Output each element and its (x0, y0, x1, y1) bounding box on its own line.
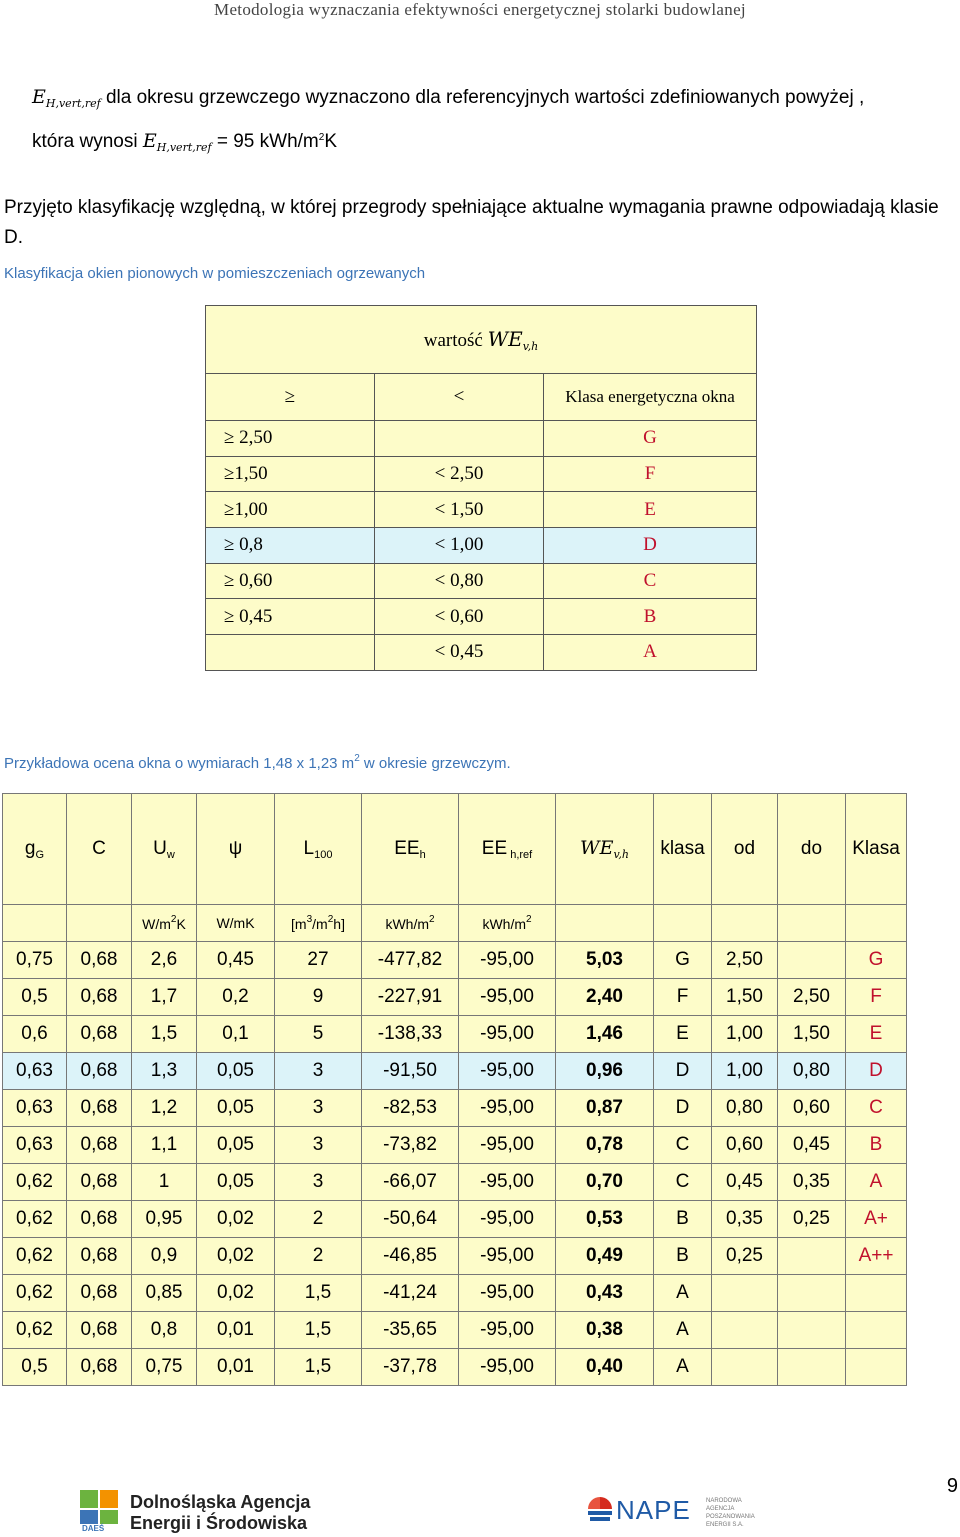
cell-klasa-final: G (846, 942, 907, 979)
cell-psi: 0,2 (197, 979, 275, 1016)
cell-u-w: 0,8 (132, 1312, 197, 1349)
cell-u-w: 0,75 (132, 1349, 197, 1386)
cell-c: 0,68 (67, 1016, 132, 1053)
cell-klasa-final: B (846, 1127, 907, 1164)
cell-od: 0,60 (712, 1127, 778, 1164)
assessment-row (3, 1275, 907, 1312)
cell-u-w: 1,1 (132, 1127, 197, 1164)
assessment-row (3, 1090, 907, 1127)
classification-row (206, 492, 757, 528)
cell-g-g: 0,63 (3, 1090, 67, 1127)
cell-we-v-h: 0,70 (556, 1164, 654, 1201)
cell-psi: 0,02 (197, 1275, 275, 1312)
page-number: 9 (946, 1475, 958, 1497)
nape-logo-icon (586, 1495, 614, 1525)
col-u-w: $U_w$ (132, 794, 197, 905)
cell-od (712, 1349, 778, 1386)
cell-c: 0,68 (67, 1275, 132, 1312)
cell-g-g: 0,5 (3, 979, 67, 1016)
cell-c: 0,68 (67, 1312, 132, 1349)
cell-l100: 1,5 (275, 1275, 362, 1312)
col-klasa-final: Klasa (846, 794, 907, 905)
cell-do: 0,60 (778, 1090, 846, 1127)
header-lt: < (375, 374, 544, 421)
threshold-ge: ≥1,00 (206, 492, 375, 528)
unit-psi: W/mK (197, 905, 275, 942)
cell-klasa: D (654, 1053, 712, 1090)
cell-do: 2,50 (778, 979, 846, 1016)
paragraph-reference-value: $E_{H,vert,ref}$ dla okresu grzewczego wyznaczono dla referencyjnych wartości zdefiniowanych powyżej , która wynosi $E_{H,vert,ref} = 95$ kWh/$m^2K$ (32, 86, 865, 154)
cell-g-g: 0,62 (3, 1164, 67, 1201)
col-klasa: klasa (654, 794, 712, 905)
cell-ee-h-ref: -95,00 (459, 1201, 556, 1238)
classification-row (206, 635, 757, 671)
cell-ee-h: -477,82 (362, 942, 459, 979)
energy-class: B (544, 599, 757, 635)
cell-od: 0,45 (712, 1164, 778, 1201)
unit-ee: kWh/$m^2$ (362, 905, 459, 942)
classification-row (206, 456, 757, 492)
cell-we-v-h: 2,40 (556, 979, 654, 1016)
cell-g-g: 0,5 (3, 1349, 67, 1386)
cell-psi: 0,01 (197, 1312, 275, 1349)
cell-c: 0,68 (67, 1053, 132, 1090)
cell-u-w: 1,3 (132, 1053, 197, 1090)
cell-do (778, 1238, 846, 1275)
col-psi: ψ (197, 794, 275, 905)
cell-l100: 5 (275, 1016, 362, 1053)
col-od: od (712, 794, 778, 905)
cell-u-w: 1,2 (132, 1090, 197, 1127)
symbol-e-h-vert-ref-2: $E_{H,vert,ref}$ (142, 130, 212, 154)
threshold-lt: < 0,60 (375, 599, 544, 635)
example-assessment-table (2, 793, 907, 1386)
cell-ee-h-ref: -95,00 (459, 942, 556, 979)
cell-od: 0,80 (712, 1090, 778, 1127)
cell-ee-h: -91,50 (362, 1053, 459, 1090)
assessment-header-row (3, 794, 907, 905)
cell-l100: 9 (275, 979, 362, 1016)
threshold-ge: ≥ 0,45 (206, 599, 375, 635)
cell-we-v-h: 0,96 (556, 1053, 654, 1090)
cell-u-w: 2,6 (132, 942, 197, 979)
cell-we-v-h: 0,43 (556, 1275, 654, 1312)
cell-we-v-h: 0,38 (556, 1312, 654, 1349)
col-l100: $L_{100}$ (275, 794, 362, 905)
cell-klasa: C (654, 1127, 712, 1164)
cell-klasa-final (846, 1349, 907, 1386)
cell-psi: 0,05 (197, 1164, 275, 1201)
col-do: do (778, 794, 846, 905)
cell-u-w: 0,9 (132, 1238, 197, 1275)
cell-l100: 3 (275, 1090, 362, 1127)
cell-l100: 2 (275, 1238, 362, 1275)
cell-c: 0,68 (67, 1349, 132, 1386)
cell-u-w: 0,95 (132, 1201, 197, 1238)
cell-ee-h: -227,91 (362, 979, 459, 1016)
cell-ee-h-ref: -95,00 (459, 1127, 556, 1164)
header-ge: ≥ (206, 374, 375, 421)
energy-class: F (544, 456, 757, 492)
cell-klasa-final: F (846, 979, 907, 1016)
cell-klasa: B (654, 1201, 712, 1238)
cell-do: 0,35 (778, 1164, 846, 1201)
cell-klasa: E (654, 1016, 712, 1053)
classification-table-title-row (206, 306, 757, 374)
threshold-ge: ≥1,50 (206, 456, 375, 492)
threshold-lt: < 2,50 (375, 456, 544, 492)
cell-g-g: 0,63 (3, 1053, 67, 1090)
energy-class: G (544, 421, 757, 457)
assessment-row (3, 1201, 907, 1238)
threshold-ge (206, 635, 375, 671)
cell-we-v-h: 5,03 (556, 942, 654, 979)
col-ee-h: $EE_h$ (362, 794, 459, 905)
assessment-units-row (3, 905, 907, 942)
daes-name: Dolnośląska Agencja Energii i Środowiska (130, 1492, 311, 1533)
assessment-row (3, 942, 907, 979)
energy-class: A (544, 635, 757, 671)
cell-ee-h: -66,07 (362, 1164, 459, 1201)
cell-klasa: D (654, 1090, 712, 1127)
cell-od: 0,35 (712, 1201, 778, 1238)
cell-klasa: C (654, 1164, 712, 1201)
cell-klasa-final (846, 1275, 907, 1312)
cell-ee-h: -50,64 (362, 1201, 459, 1238)
cell-ee-h: -82,53 (362, 1090, 459, 1127)
threshold-lt: < 0,45 (375, 635, 544, 671)
cell-psi: 0,45 (197, 942, 275, 979)
cell-ee-h-ref: -95,00 (459, 1275, 556, 1312)
cell-c: 0,68 (67, 1127, 132, 1164)
classification-table-title: wartość $WE_{v,h}$ (206, 306, 757, 374)
classification-table (205, 305, 757, 671)
threshold-lt: < 1,00 (375, 528, 544, 564)
cell-klasa: G (654, 942, 712, 979)
assessment-row (3, 1349, 907, 1386)
cell-do (778, 942, 846, 979)
col-we-v-h: $WE_{v,h}$ (556, 794, 654, 905)
cell-do: 0,25 (778, 1201, 846, 1238)
cell-l100: 3 (275, 1164, 362, 1201)
cell-ee-h-ref: -95,00 (459, 1238, 556, 1275)
cell-l100: 3 (275, 1053, 362, 1090)
cell-od: 1,50 (712, 979, 778, 1016)
cell-klasa-final (846, 1312, 907, 1349)
cell-ee-h-ref: -95,00 (459, 979, 556, 1016)
cell-klasa: A (654, 1275, 712, 1312)
cell-ee-h-ref: -95,00 (459, 1090, 556, 1127)
assessment-row (3, 1053, 907, 1090)
unit-u: $W/m^2K$ (132, 905, 197, 942)
cell-g-g: 0,62 (3, 1312, 67, 1349)
cell-ee-h: -73,82 (362, 1127, 459, 1164)
cell-klasa: F (654, 979, 712, 1016)
assessment-row (3, 1164, 907, 1201)
classification-row (206, 528, 757, 564)
cell-we-v-h: 1,46 (556, 1016, 654, 1053)
cell-do (778, 1312, 846, 1349)
threshold-ge: ≥ 2,50 (206, 421, 375, 457)
cell-klasa: A (654, 1312, 712, 1349)
cell-klasa-final: A+ (846, 1201, 907, 1238)
assessment-row (3, 1016, 907, 1053)
cell-u-w: 1,7 (132, 979, 197, 1016)
cell-psi: 0,1 (197, 1016, 275, 1053)
nape-logo-text: NAPE (616, 1495, 691, 1525)
nape-logo (586, 1495, 776, 1535)
cell-u-w: 1 (132, 1164, 197, 1201)
cell-g-g: 0,6 (3, 1016, 67, 1053)
cell-psi: 0,01 (197, 1349, 275, 1386)
cell-c: 0,68 (67, 1090, 132, 1127)
cell-g-g: 0,62 (3, 1201, 67, 1238)
classification-row (206, 599, 757, 635)
cell-g-g: 0,62 (3, 1238, 67, 1275)
cell-do: 1,50 (778, 1016, 846, 1053)
caption-example-assessment: Przykładowa ocena okna o wymiarach 1,48 x 1,23 $m^2$ w okresie grzewczym. (4, 753, 511, 772)
col-c: C (67, 794, 132, 905)
assessment-row (3, 1127, 907, 1164)
cell-l100: 27 (275, 942, 362, 979)
cell-ee-h: -138,33 (362, 1016, 459, 1053)
cell-od: 1,00 (712, 1016, 778, 1053)
cell-psi: 0,05 (197, 1127, 275, 1164)
cell-g-g: 0,75 (3, 942, 67, 979)
cell-ee-h: -37,78 (362, 1349, 459, 1386)
threshold-lt: < 1,50 (375, 492, 544, 528)
cell-ee-h: -46,85 (362, 1238, 459, 1275)
assessment-row (3, 1238, 907, 1275)
cell-psi: 0,02 (197, 1238, 275, 1275)
threshold-ge: ≥ 0,60 (206, 563, 375, 599)
cell-od: 1,00 (712, 1053, 778, 1090)
col-ee-h-ref: EE $_{h,ref}$ (459, 794, 556, 905)
classification-row (206, 563, 757, 599)
assessment-row (3, 1312, 907, 1349)
cell-klasa: B (654, 1238, 712, 1275)
cell-do: 0,45 (778, 1127, 846, 1164)
classification-table-header-row (206, 374, 757, 421)
cell-od: 0,25 (712, 1238, 778, 1275)
cell-we-v-h: 0,49 (556, 1238, 654, 1275)
cell-klasa-final: E (846, 1016, 907, 1053)
cell-g-g: 0,63 (3, 1127, 67, 1164)
cell-ee-h: -35,65 (362, 1312, 459, 1349)
cell-do (778, 1275, 846, 1312)
cell-psi: 0,05 (197, 1090, 275, 1127)
cell-klasa-final: A (846, 1164, 907, 1201)
threshold-ge: ≥ 0,8 (206, 528, 375, 564)
cell-ee-h: -41,24 (362, 1275, 459, 1312)
cell-c: 0,68 (67, 1201, 132, 1238)
cell-we-v-h: 0,87 (556, 1090, 654, 1127)
cell-psi: 0,02 (197, 1201, 275, 1238)
cell-klasa-final: A++ (846, 1238, 907, 1275)
cell-klasa-final: D (846, 1053, 907, 1090)
unit-l: $[m^3/m^2h]$ (275, 905, 362, 942)
symbol-e-h-vert-ref: $E_{H,vert,ref}$ (32, 86, 101, 110)
cell-psi: 0,05 (197, 1053, 275, 1090)
cell-g-g: 0,62 (3, 1275, 67, 1312)
cell-c: 0,68 (67, 1238, 132, 1275)
cell-ee-h-ref: -95,00 (459, 1053, 556, 1090)
daes-logo (80, 1490, 330, 1535)
cell-od (712, 1275, 778, 1312)
assessment-row (3, 979, 907, 1016)
running-header: Metodologia wyznaczania efektywności energetycznej stolarki budowlanej (214, 0, 746, 19)
cell-we-v-h: 0,53 (556, 1201, 654, 1238)
cell-u-w: 0,85 (132, 1275, 197, 1312)
energy-class: D (544, 528, 757, 564)
cell-l100: 2 (275, 1201, 362, 1238)
threshold-lt: < 0,80 (375, 563, 544, 599)
cell-ee-h-ref: -95,00 (459, 1016, 556, 1053)
cell-l100: 1,5 (275, 1312, 362, 1349)
cell-do (778, 1349, 846, 1386)
cell-c: 0,68 (67, 1164, 132, 1201)
classification-row (206, 421, 757, 457)
col-g-g: $g_G$ (3, 794, 67, 905)
cell-klasa-final: C (846, 1090, 907, 1127)
cell-c: 0,68 (67, 979, 132, 1016)
cell-od: 2,50 (712, 942, 778, 979)
cell-ee-h-ref: -95,00 (459, 1164, 556, 1201)
cell-od (712, 1312, 778, 1349)
cell-u-w: 1,5 (132, 1016, 197, 1053)
caption-window-classification: Klasyfikacja okien pionowych w pomieszczeniach ogrzewanych (4, 265, 426, 282)
cell-l100: 3 (275, 1127, 362, 1164)
unit-ee-ref: kWh/$m^2$ (459, 905, 556, 942)
cell-we-v-h: 0,40 (556, 1349, 654, 1386)
energy-class: C (544, 563, 757, 599)
cell-c: 0,68 (67, 942, 132, 979)
cell-ee-h-ref: -95,00 (459, 1312, 556, 1349)
cell-ee-h-ref: -95,00 (459, 1349, 556, 1386)
cell-l100: 1,5 (275, 1349, 362, 1386)
cell-do: 0,80 (778, 1053, 846, 1090)
nape-desc: NARODOWA AGENCJA POSZANOWANIA ENERGII S.A. (706, 1498, 755, 1528)
cell-klasa: A (654, 1349, 712, 1386)
daes-logo-text: DAEŚ (82, 1524, 105, 1533)
cell-we-v-h: 0,78 (556, 1127, 654, 1164)
header-energy-class: Klasa energetyczna okna (544, 374, 757, 421)
energy-class: E (544, 492, 757, 528)
paragraph-classification: Przyjęto klasyfikację względną, w której przegrody spełniające aktualne wymagania prawne odpowiadają klasie D. (4, 197, 939, 248)
threshold-lt (375, 421, 544, 457)
